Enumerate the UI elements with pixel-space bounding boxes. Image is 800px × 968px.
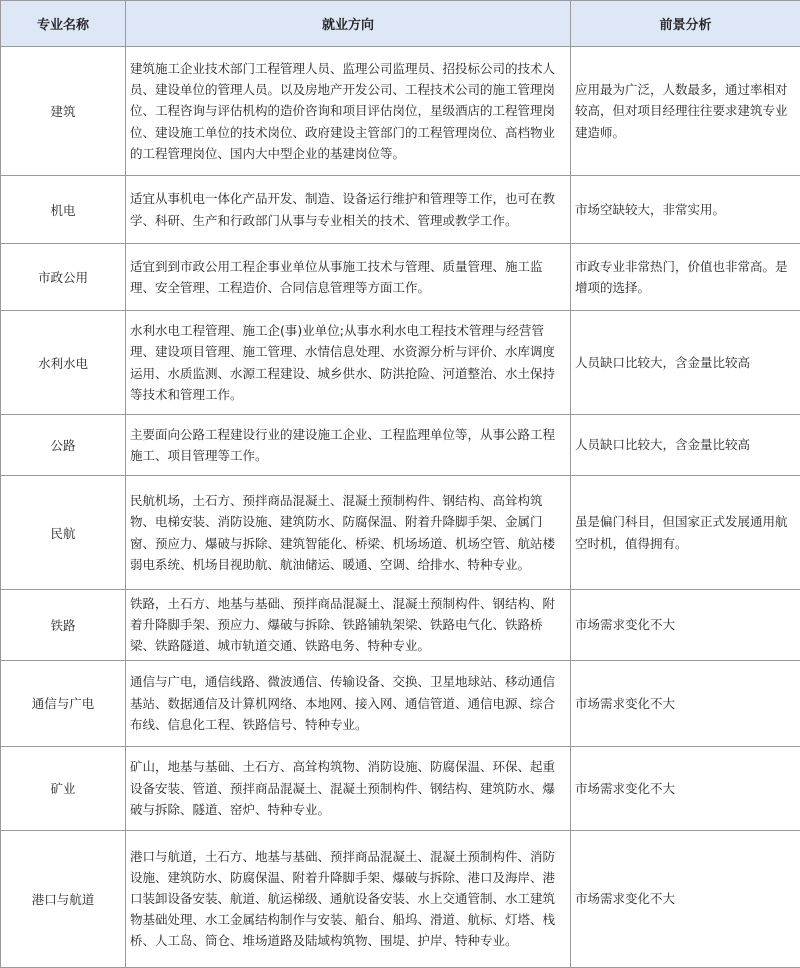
major-name: 港口与航道 [1, 830, 126, 967]
header-name: 专业名称 [1, 1, 126, 47]
major-name: 建筑 [1, 47, 126, 176]
prospect-analysis: 市场需求变化不大 [571, 660, 800, 746]
table-row [1, 176, 800, 244]
table-row [1, 244, 800, 311]
prospect-analysis: 市场需求变化不大 [571, 590, 800, 661]
table-row [1, 660, 800, 746]
career-direction: 港口与航道，土石方、地基与基础、预拌商品混凝土、混凝土预制构件、消防设施、建筑防水、防腐保温、附着升降脚手架、爆破与拆除、港口及海岸、港口装卸设备安装、航道、航运梯级、通航设备安装、水上交通管制、水工建筑物基础处理、水工金属结构制作与安装、船台、船坞、滑道、航标、灯塔、栈桥、人工岛、筒仓、堆场道路及陆域构筑物、围堤、护岸、特种专业。 [126, 830, 571, 967]
career-direction: 建筑施工企业技术部门工程管理人员、监理公司监理员、招投标公司的技术人员、建设单位的管理人员。以及房地产开发公司、工程技术公司的施工管理岗位、工程咨询与评估机构的造价咨询和项目评估岗位，星级酒店的工程管理岗位、建设施工单位的技术岗位、政府建设主管部门的工程管理岗位、高档物业的工程管理岗位、国内大中型企业的基建岗位等。 [126, 47, 571, 176]
career-direction: 水利水电工程管理、施工企(事)业单位;从事水利水电工程技术管理与经营管理、建设项目管理、施工管理、水情信息处理、水资源分析与评价、水库调度运用、水质监测、水源工程建设、城乡供水、防洪抢险、河道整治、水土保持等技术和管理工作。 [126, 311, 571, 415]
table-row [1, 476, 800, 590]
career-direction: 适宜从事机电一体化产品开发、制造、设备运行维护和管理等工作，也可在教学、科研、生产和行政部门从事与专业相关的技术、管理或教学工作。 [126, 176, 571, 244]
prospect-analysis: 市政专业非常热门，价值也非常高。是增项的选择。 [571, 244, 800, 311]
major-name: 公路 [1, 415, 126, 476]
table-row [1, 47, 800, 176]
table-row [1, 590, 800, 661]
prospect-analysis: 市场空缺较大，非常实用。 [571, 176, 800, 244]
prospect-analysis: 人员缺口比较大，含金量比较高 [571, 415, 800, 476]
major-name: 机电 [1, 176, 126, 244]
career-direction: 主要面向公路工程建设行业的建设施工企业、工程监理单位等，从事公路工程施工、项目管理等工作。 [126, 415, 571, 476]
table-row [1, 746, 800, 830]
table-row [1, 830, 800, 967]
major-name: 民航 [1, 476, 126, 590]
prospect-analysis: 人员缺口比较大，含金量比较高 [571, 311, 800, 415]
major-name: 铁路 [1, 590, 126, 661]
career-direction: 适宜到到市政公用工程企事业单位从事施工技术与管理、质量管理、施工监理、安全管理、工程造价、合同信息管理等方面工作。 [126, 244, 571, 311]
career-direction: 通信与广电，通信线路、微波通信、传输设备、交换、卫星地球站、移动通信基站、数据通信及计算机网络、本地网、接入网、通信管道、通信电源、综合布线、信息化工程、铁路信号、特种专业。 [126, 660, 571, 746]
major-name: 水利水电 [1, 311, 126, 415]
career-direction: 铁路，土石方、地基与基础、预拌商品混凝土、混凝土预制构件、钢结构、附着升降脚手架、预应力、爆破与拆除、铁路铺轨架梁、铁路电气化、铁路桥梁、铁路隧道、城市轨道交通、铁路电务、特种专业。 [126, 590, 571, 661]
table-row [1, 415, 800, 476]
career-direction: 矿山，地基与基础、土石方、高耸构筑物、消防设施、防腐保温、环保、起重设备安装、管道、预拌商品混凝土、混凝土预制构件、钢结构、建筑防水、爆破与拆除、隧道、窑炉、特种专业。 [126, 746, 571, 830]
prospect-analysis: 应用最为广泛，人数最多，通过率相对较高，但对项目经理往往要求建筑专业建造师。 [571, 47, 800, 176]
prospect-analysis: 市场需求变化不大 [571, 830, 800, 967]
header-direction: 就业方向 [126, 1, 571, 47]
table-row [1, 311, 800, 415]
major-name: 市政公用 [1, 244, 126, 311]
prospect-analysis: 市场需求变化不大 [571, 746, 800, 830]
header-row [1, 1, 800, 47]
career-direction: 民航机场，土石方、预拌商品混凝土、混凝土预制构件、钢结构、高耸构筑物、电梯安装、消防设施、建筑防水、防腐保温、附着升降脚手架、金属门窗、预应力、爆破与拆除、建筑智能化、桥梁、机场场道、机场空管、航站楼弱电系统、机场目视助航、航油储运、暖通、空调、给排水、特种专业。 [126, 476, 571, 590]
header-prospect: 前景分析 [571, 1, 800, 47]
major-name: 矿业 [1, 746, 126, 830]
major-name: 通信与广电 [1, 660, 126, 746]
prospect-analysis: 虽是偏门科目，但国家正式发展通用航空时机，值得拥有。 [571, 476, 800, 590]
